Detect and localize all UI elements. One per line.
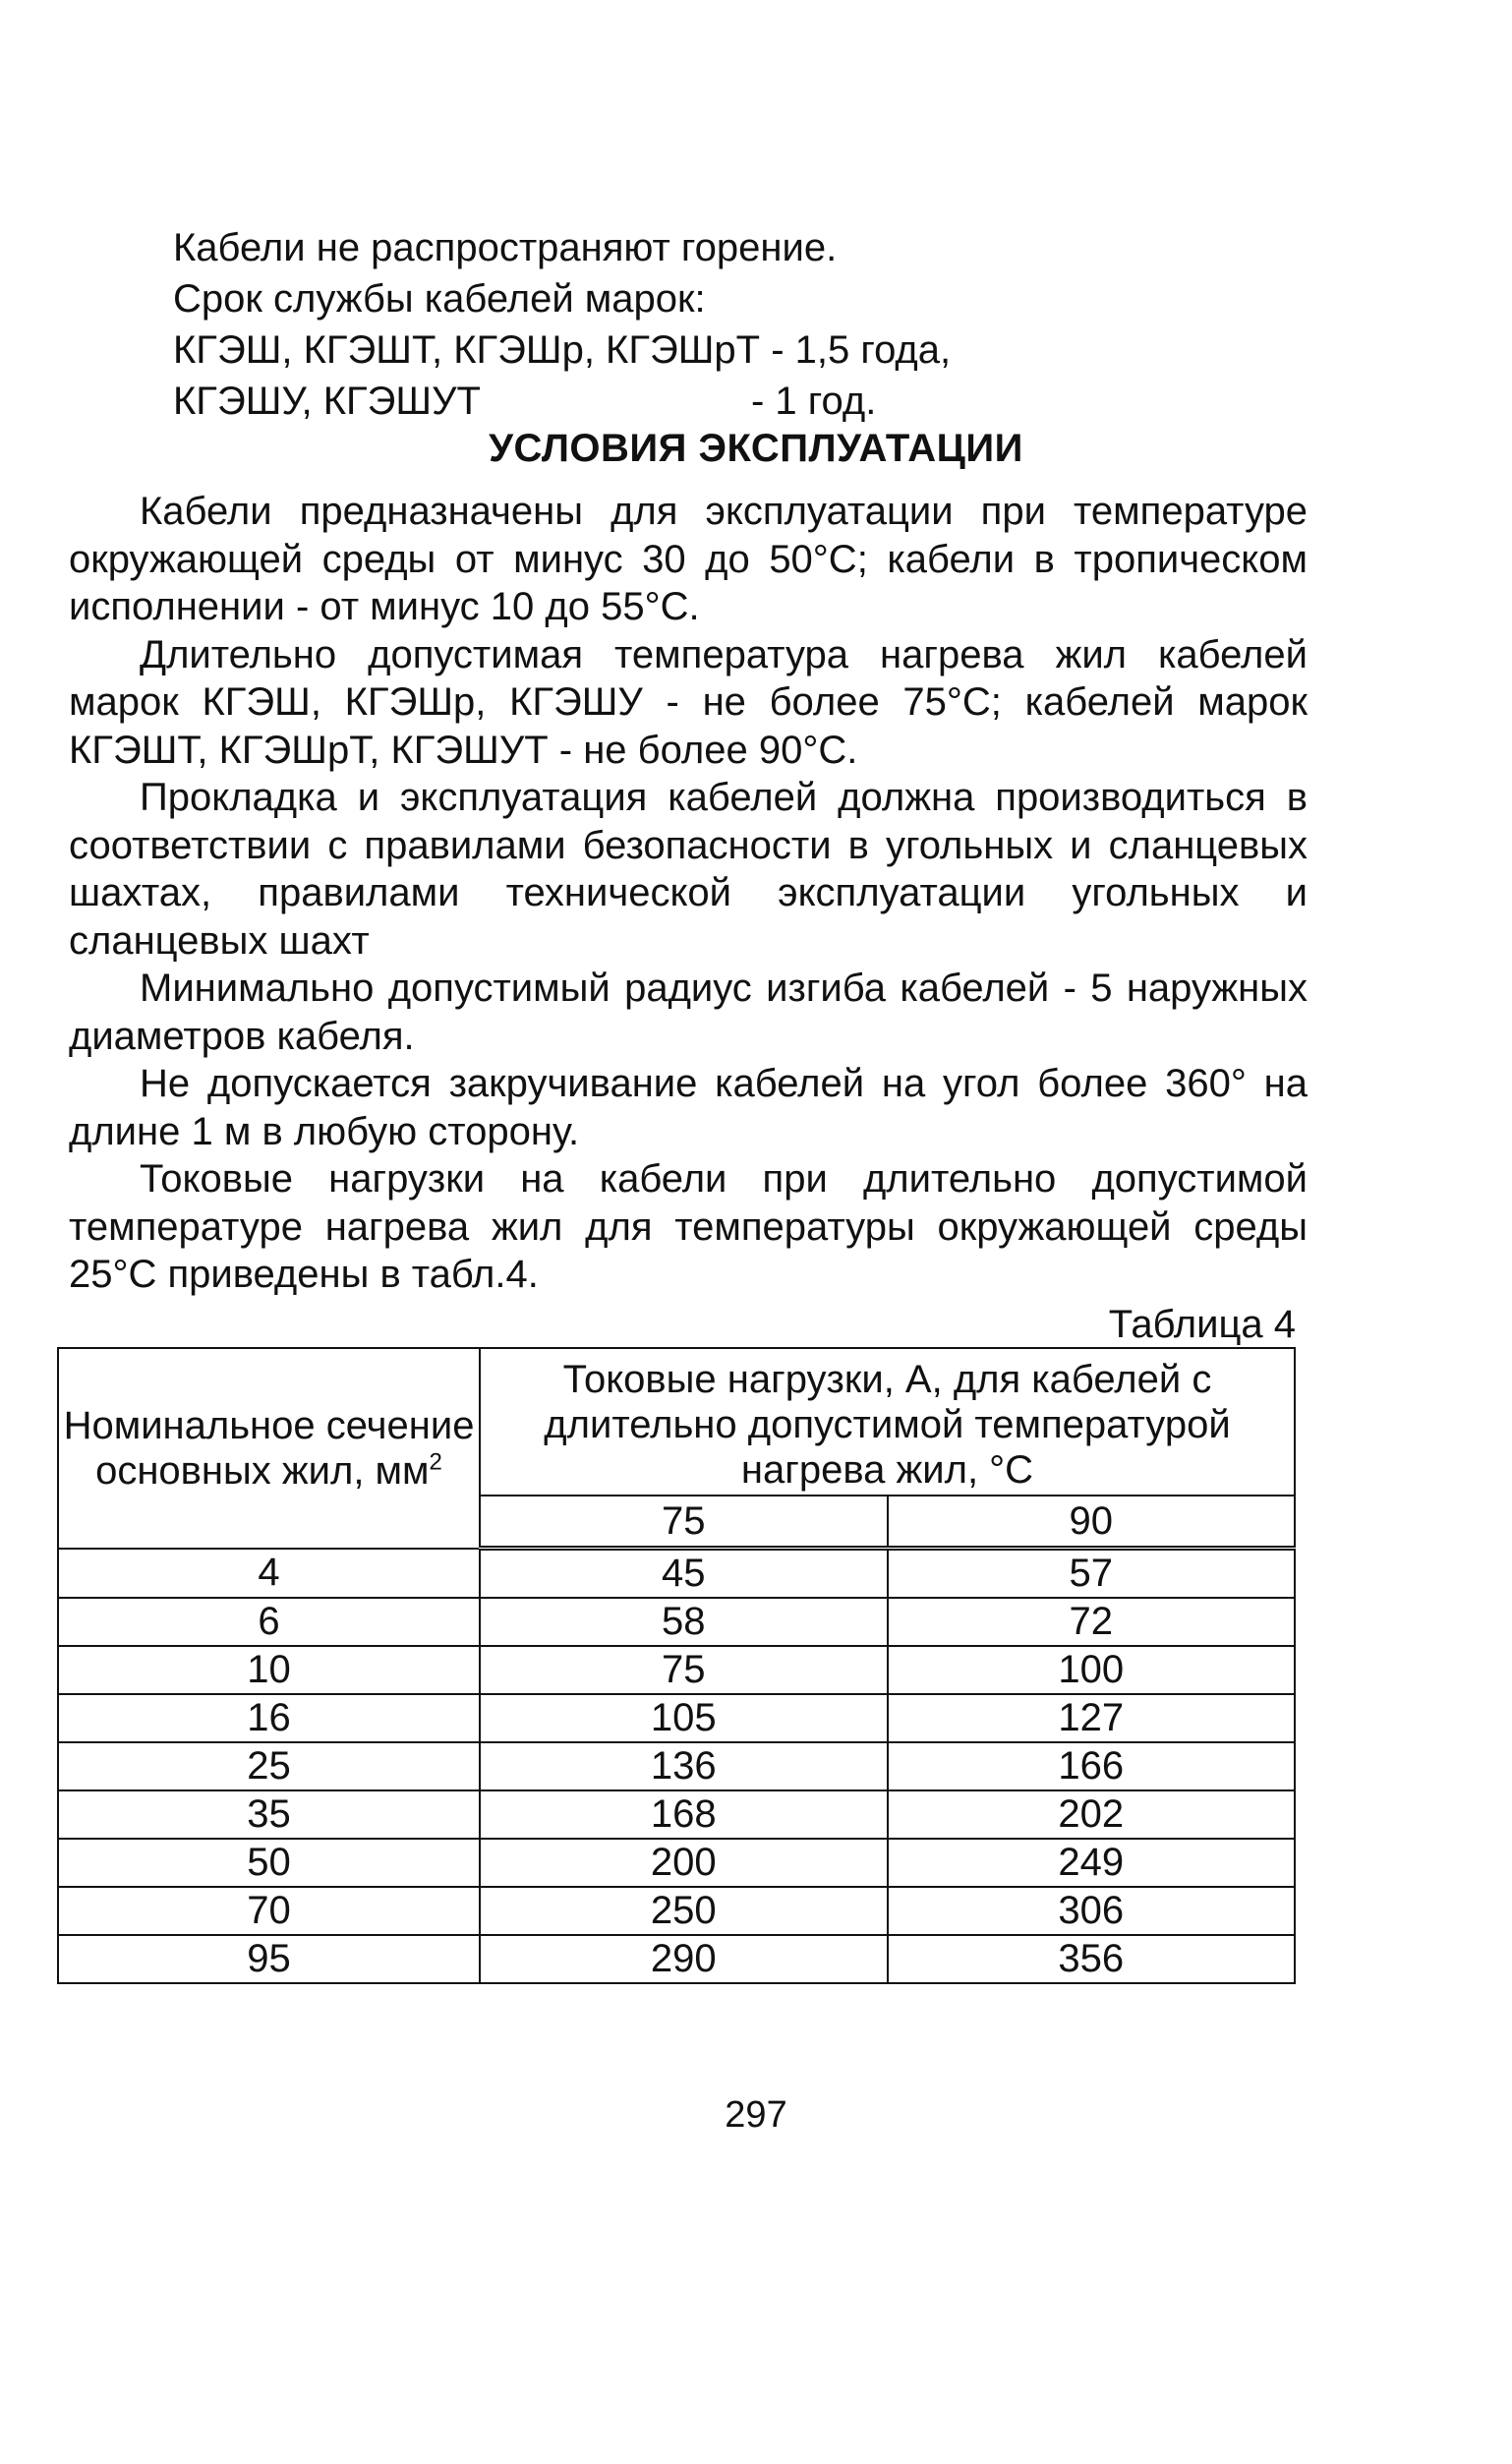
header-cross-section (58, 1348, 480, 1549)
table-row (58, 1598, 1295, 1646)
cell-load-75: 168 (480, 1790, 888, 1839)
cell-cross-section: 25 (58, 1742, 480, 1790)
cell-load-90: 306 (888, 1887, 1296, 1935)
table-row (58, 1887, 1295, 1935)
table-header-row (58, 1348, 1295, 1496)
table-row (58, 1646, 1295, 1694)
header-cross-section-text: Номинальное сечение основных жил, мм (63, 1403, 475, 1493)
header-current-loads: Токовые нагрузки, А, для кабелей с длительно допустимой температурой нагрева жил, °С (480, 1348, 1295, 1496)
paragraph-bend-radius: Минимально допустимый радиус изгиба кабелей - 5 наружных диаметров кабеля. (69, 967, 1308, 1058)
cell-cross-section: 35 (58, 1790, 480, 1839)
cell-load-90: 249 (888, 1839, 1296, 1887)
cell-load-75: 105 (480, 1694, 888, 1742)
table-row (58, 1549, 1295, 1599)
table-row (58, 1742, 1295, 1790)
header-cross-section-sup: 2 (429, 1448, 442, 1476)
page-number: 297 (725, 2094, 787, 2136)
intro-line-brands-1: КГЭШ, КГЭШТ, КГЭШр, КГЭШрТ - 1,5 года, (173, 328, 952, 372)
cell-load-90: 166 (888, 1742, 1296, 1790)
cell-cross-section: 95 (58, 1935, 480, 1983)
cell-load-90: 57 (888, 1549, 1296, 1599)
cell-load-75: 45 (480, 1549, 888, 1599)
intro-line-brands-2 (173, 376, 1304, 427)
table-row (58, 1694, 1295, 1742)
body-text (69, 488, 1308, 1299)
cell-load-90: 72 (888, 1598, 1296, 1646)
cell-load-90: 100 (888, 1646, 1296, 1694)
intro-block (173, 222, 1304, 427)
cell-cross-section: 10 (58, 1646, 480, 1694)
paragraph-current-loads: Токовые нагрузки на кабели при длительно допустимой температуре нагрева жил для температуры окружающей среды 25°С приведены в табл.4. (69, 1157, 1308, 1296)
cell-cross-section: 6 (58, 1598, 480, 1646)
table-row (58, 1790, 1295, 1839)
cell-load-90: 356 (888, 1935, 1296, 1983)
intro-brands-2-value: - 1 год. (751, 380, 877, 423)
intro-line-burning: Кабели не распространяют горение. (173, 226, 838, 269)
paragraph-installation: Прокладка и эксплуатация кабелей должна производиться в соответствии с правилами безопасности в угольных и сланцевых шахтах, правилами технической эксплуатации угольных и сланцевых шахт (69, 776, 1308, 963)
cell-load-75: 75 (480, 1646, 888, 1694)
cell-cross-section: 4 (58, 1549, 480, 1599)
cell-cross-section: 70 (58, 1887, 480, 1935)
cell-cross-section: 16 (58, 1694, 480, 1742)
cell-load-75: 290 (480, 1935, 888, 1983)
header-temp-75: 75 (480, 1496, 888, 1549)
header-temp-90: 90 (888, 1496, 1296, 1549)
table-caption: Таблица 4 (1108, 1303, 1296, 1346)
table-row (58, 1839, 1295, 1887)
cell-load-75: 200 (480, 1839, 888, 1887)
current-load-table (57, 1347, 1296, 1984)
paragraph-twisting: Не допускается закручивание кабелей на угол более 360° на длине 1 м в любую сторону. (69, 1062, 1308, 1153)
cell-load-75: 250 (480, 1887, 888, 1935)
intro-line-service-life: Срок службы кабелей марок: (173, 277, 706, 321)
cell-load-90: 127 (888, 1694, 1296, 1742)
cell-load-75: 58 (480, 1598, 888, 1646)
intro-brands-2-term: КГЭШУ, КГЭШУТ (173, 380, 481, 423)
table-row (58, 1935, 1295, 1983)
section-heading: УСЛОВИЯ ЭКСПЛУАТАЦИИ (489, 427, 1023, 470)
paragraph-heating: Длительно допустимая температура нагрева жил кабелей марок КГЭШ, КГЭШр, КГЭШУ - не более 75°С; кабелей марок КГЭШТ, КГЭШрТ, КГЭШУТ - не более 90°С. (69, 632, 1308, 772)
paragraph-temperature: Кабели предназначены для эксплуатации при температуре окружающей среды от минус 30 до 50°С; кабели в тропическом исполнении - от минус 10 до 55°С. (69, 490, 1308, 628)
cell-load-75: 136 (480, 1742, 888, 1790)
cell-load-90: 202 (888, 1790, 1296, 1839)
cell-cross-section: 50 (58, 1839, 480, 1887)
